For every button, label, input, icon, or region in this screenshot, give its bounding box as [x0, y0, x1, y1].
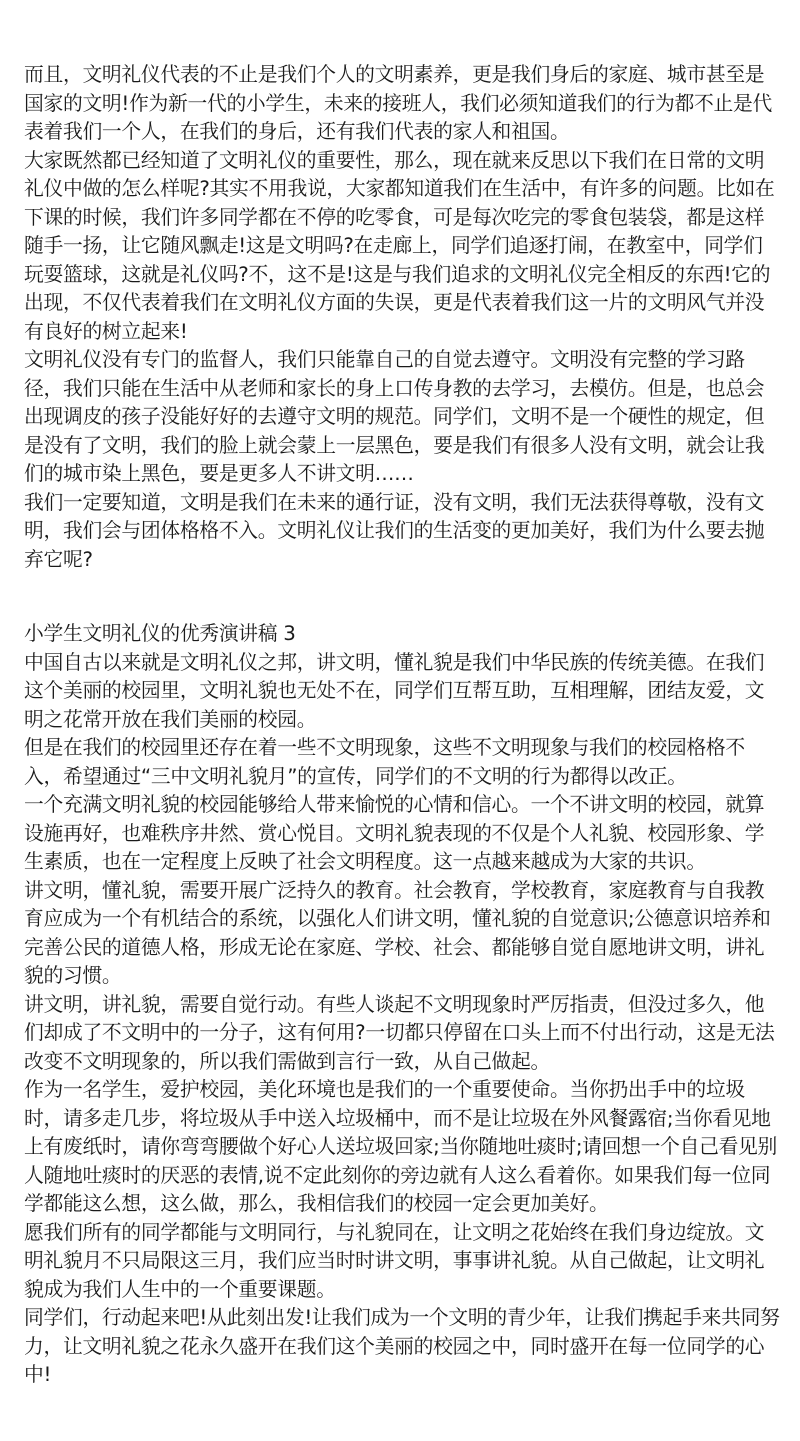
- paragraph: 文明礼仪没有专门的监督人，我们只能靠自己的自觉去遵守。文明没有完整的学习路径，我们只能在生活中从老师和家长的身上口传身教的去学习，去模仿。但是，也总会出现调皮的孩子没能好好的去遵守文明的规范。同学们，文明不是一个硬性的规定，但是没有了文明，我们的脸上就会蒙上一层黑色，要是我们有很多人没有文明，就会让我们的城市染上黑色，要是更多人不讲文明……: [24, 348, 765, 485]
- paragraph: 一个充满文明礼貌的校园能够给人带来愉悦的心情和信心。一个不讲文明的校园，就算设施再好，也难秩序井然、赏心悦目。文明礼貌表现的不仅是个人礼貌、校园形象、学生素质，也在一定程度上反映了社会文明程度。这一点越来越成为大家的共识。: [24, 793, 765, 873]
- paragraph: 大家既然都已经知道了文明礼仪的重要性，那么，现在就来反思以下我们在日常的文明礼仪中做的怎么样呢?其实不用我说，大家都知道我们在生活中，有许多的问题。比如在下课的时候，我们许多同学都在不停的吃零食，可是每次吃完的零食包装袋，都是这样随手一扬，让它随风飘走!这是文明吗?在走廊上，同学们追逐打闹，在教室中，同学们玩耍篮球，这就是礼仪吗?不，这不是!这是与我们追求的文明礼仪完全相反的东西!它的出现，不仅代表着我们在文明礼仪方面的失误，更是代表着我们这一片的文明风气并没有良好的树立起来!: [24, 148, 775, 343]
- paragraph: 中国自古以来就是文明礼仪之邦，讲文明，懂礼貌是我们中华民族的传统美德。在我们这个美丽的校园里，文明礼貌也无处不在，同学们互帮互助，互相理解，团结友爱，文明之花常开放在我们美丽的校园。: [24, 650, 765, 731]
- paragraph: 作为一名学生，爱护校园，美化环境也是我们的一个重要使命。当你扔出手中的垃圾时，请多走几步，将垃圾从手中送入垃圾桶中，而不是让垃圾在外风餐露宿;当你看见地上有废纸时，请你弯弯腰做个好心人送垃圾回家;当你随地吐痰时;请回想一个自己看见别人随地吐痰时的厌恶的表情,说不定此刻你的旁边就有人这么看着你。如果我们每一位同学都能这么想，这么做，那么，我相信我们的校园一定会更加美好。: [24, 1078, 778, 1215]
- paragraph: 愿我们所有的同学都能与文明同行，与礼貌同在，让文明之花始终在我们身边绽放。文明礼貌月不只局限这三月，我们应当时时讲文明，事事讲礼貌。从自己做起，让文明礼貌成为我们人生中的一个重要课题。: [24, 1220, 765, 1301]
- paragraph: 我们一定要知道，文明是我们在未来的通行证，没有文明，我们无法获得尊敬，没有文明，我们会与团体格格不入。文明礼仪让我们的生活变的更加美好，我们为什么要去抛弃它呢?: [24, 490, 765, 571]
- paragraph: 而且，文明礼仪代表的不止是我们个人的文明素养，更是我们身后的家庭、城市甚至是国家的文明!作为新一代的小学生，未来的接班人，我们必须知道我们的行为都不止是代表着我们一个人，在我们的身后，还有我们代表的家人和祖国。: [24, 63, 772, 143]
- paragraph: 讲文明，讲礼貌，需要自觉行动。有些人谈起不文明现象时严厉指责，但没过多久，他们却成了不文明中的一分子，这有何用?一切都只停留在口头上而不付出行动，这是无法改变不文明现象的，所以我们需做到言行一致，从自己做起。: [24, 992, 775, 1073]
- document-body: [24, 61, 780, 1390]
- paragraph: 同学们，行动起来吧!从此刻出发!让我们成为一个文明的青少年，让我们携起手来共同努力，让文明礼貌之花永久盛开在我们这个美丽的校园之中，同时盛开在每一位同学的心中!: [24, 1306, 780, 1386]
- paragraph: 但是在我们的校园里还存在着一些不文明现象，这些不文明现象与我们的校园格格不入，希望通过“三中文明礼貌月”的宣传，同学们的不文明的行为都得以改正。: [24, 736, 745, 788]
- paragraph: 讲文明，懂礼貌，需要开展广泛持久的教育。社会教育，学校教育，家庭教育与自我教育应成为一个有机结合的系统，以强化人们讲文明，懂礼貌的自觉意识;公德意识培养和完善公民的道德人格，形成无论在家庭、学校、社会、都能够自觉自愿地讲文明，讲礼貌的习惯。: [24, 878, 771, 987]
- section-title: 小学生文明礼仪的优秀演讲稿 3: [24, 622, 296, 645]
